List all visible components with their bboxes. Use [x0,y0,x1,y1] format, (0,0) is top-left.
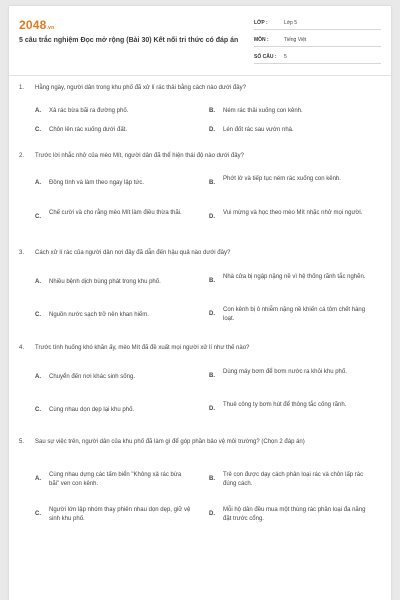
question-stem [19,152,381,161]
option-text: Vui mừng và học theo mèo Mít nhặc nhở mọi người. [223,210,363,216]
option-text: Cùng nhau dựng các tấm biển "Không xả rác bừa bãi" ven con kênh. [49,472,182,487]
document-page [9,6,391,600]
option-3a[interactable] [35,278,191,287]
question-5 [19,438,381,447]
option-text: Chế cười và cho rằng mèo Mít làm điều thừa thãi. [49,210,182,216]
option-letter: C. [35,511,41,517]
option-text: Nhiều bệnh dịch bùng phát trong khu phố. [49,279,161,285]
question-number: 4. [19,345,25,351]
option-letter: C. [35,312,41,318]
option-3b[interactable] [209,273,369,286]
question-stem [19,438,381,447]
meta-value: Lớp 5 [284,20,298,26]
header-divider [9,75,391,76]
option-text: Người lớn lập nhóm thay phiên nhau dọn dẹp, giữ vệ sinh khu phố. [49,507,191,522]
option-letter: D. [209,511,215,517]
page-title: 5 câu trắc nghiệm Đọc mở rộng (Bài 30) Kết nối tri thức có đáp án [19,37,239,44]
option-text: Dùng máy bơm để bơm nước ra khỏi khu phố. [223,369,347,375]
question-2 [19,152,381,161]
option-2b[interactable] [209,175,369,188]
question-text: Cách xử lí rác của người dân nơi đây đã dẫn đến hậu quả nào dưới đây? [35,250,231,256]
option-4a[interactable] [35,373,191,382]
option-1c[interactable] [35,126,191,135]
question-number: 1. [19,85,25,91]
question-4 [19,344,381,353]
option-letter: B. [209,180,215,186]
option-4b[interactable] [209,368,369,381]
option-4d[interactable] [209,401,369,414]
option-1a[interactable] [35,107,191,116]
option-letter: B. [209,278,215,284]
question-text: Trước lời nhắc nhở của mèo Mít, người dân đã thể hiện thái độ nào dưới đây? [35,153,244,159]
meta-label: SỐ CÂU : [254,54,277,60]
question-number: 2. [19,153,25,159]
question-stem [19,344,381,353]
option-letter: D. [209,127,215,133]
question-number: 5. [19,439,25,445]
option-2c[interactable] [35,209,191,222]
option-text: Ném rác thải xuống con kênh. [223,108,303,114]
meta-value: 5 [284,54,287,60]
option-letter: B. [209,108,215,114]
option-letter: D. [209,406,215,412]
option-text: Mỗi hộ dân đều mua một thùng rác phân loại đa năng đặt trước cổng. [223,507,366,522]
meta-label: MÔN : [254,37,269,43]
question-3 [19,249,381,258]
option-letter: A. [35,279,41,285]
option-1d[interactable] [209,126,369,135]
question-stem [19,249,381,258]
meta-label: LỚP : [254,20,268,26]
option-1b[interactable] [209,107,369,116]
logo-main: 2048 [19,18,47,32]
option-letter: C. [35,127,41,133]
option-letter: C. [35,214,41,220]
option-letter: C. [35,407,41,413]
meta-row-grade [254,17,381,30]
option-3c[interactable] [35,311,191,320]
meta-row-subject [254,34,381,47]
option-5a[interactable] [35,471,191,489]
option-text: Xả rác bừa bãi ra đường phố. [49,108,129,114]
option-letter: A. [35,374,41,380]
option-letter: D. [209,311,215,317]
option-text: Chuyển đến nơi khác sinh sống. [49,374,135,380]
option-5b[interactable] [209,471,369,489]
question-text: Hằng ngày, người dân trong khu phố đã xử lí rác thải bằng cách nào dưới đây? [35,85,246,91]
option-text: Thuê công ty bơm hút để thông tắc cống rãnh. [223,402,347,408]
option-letter: A. [35,180,41,186]
option-text: Chôn lên rác xuống dưới đất. [49,127,127,133]
option-text: Phớt lờ và tiếp tục ném rác xuống con kênh. [223,176,341,182]
question-stem [19,84,381,93]
meta-row-count [254,51,381,64]
option-text: Trẻ con được dạy cách phân loại rác và chôn lấp rác đúng cách. [223,472,364,487]
option-letter: B. [209,373,215,379]
option-text: Nhà cửa bị ngập nặng nề vì hệ thống rãnh tắc nghẽn. [223,274,366,280]
option-5d[interactable] [209,506,369,524]
option-text: Nguồn nước sạch trở nên khan hiếm. [49,312,149,318]
option-3d[interactable] [209,306,369,324]
option-2a[interactable] [35,179,191,188]
option-5c[interactable] [35,506,191,524]
document-header [9,6,391,73]
question-1 [19,84,381,93]
meta-value: Tiếng Việt [284,37,307,43]
logo-sub: .vn [46,25,55,31]
option-2d[interactable] [209,209,369,222]
option-4c[interactable] [35,406,191,415]
option-text: Lén đốt rác sau vườn nhà. [223,127,294,133]
option-letter: A. [35,108,41,114]
option-letter: D. [209,214,215,220]
option-letter: B. [209,476,215,482]
option-text: Con kênh bị ô nhiễm nặng nề khiến cá tôm chết hàng loạt. [223,307,366,322]
question-number: 3. [19,250,25,256]
site-logo[interactable] [19,18,54,32]
question-text: Sau sự việc trên, người dân của khu phố đã làm gì để góp phần bảo vệ môi trường? (Chọn 2 đáp án) [35,439,305,445]
meta-info [254,17,381,68]
option-letter: A. [35,476,41,482]
question-text: Trước tình huống khó khăn ấy, mèo Mít đã đề xuất mọi người xử lí như thế nào? [35,345,250,351]
option-text: Đồng tình và làm theo ngay lập tức. [49,180,145,186]
option-text: Cùng nhau dọn dẹp lại khu phố. [49,407,135,413]
